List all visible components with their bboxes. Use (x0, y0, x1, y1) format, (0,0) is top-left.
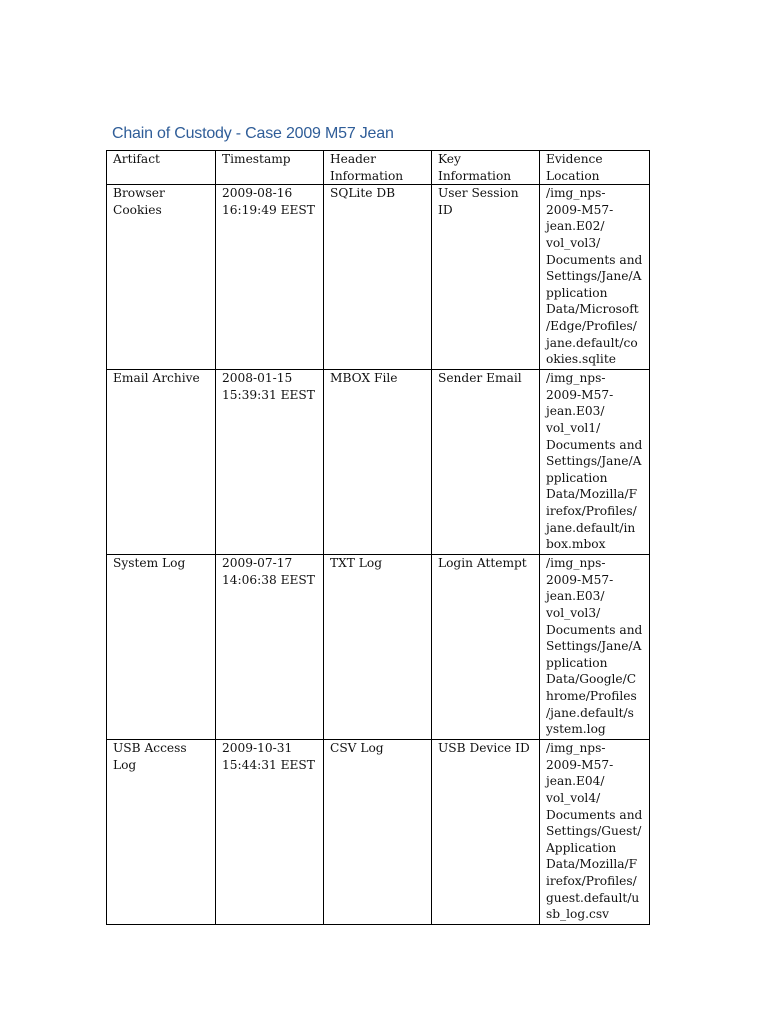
table-header-row (107, 151, 650, 185)
evidence-location-cell: /img_nps- 2009-M57- jean.E03/ vol_vol3/ Documents and Settings/Jane/A pplication Data/Google/C hrome/Profiles /jane.default/s ystem.log (540, 555, 650, 740)
evidence-location-cell: /img_nps- 2009-M57- jean.E02/ vol_vol3/ Documents and Settings/Jane/A pplication Data/Microsoft /Edge/Profiles/ jane.default/co okies.sqlite (540, 185, 650, 370)
timestamp-cell: 2009-10-31 15:44:31 EEST (216, 740, 324, 925)
artifact-cell: Browser Cookies (107, 185, 216, 370)
column-header-key-information: Key Information (432, 151, 540, 185)
column-header-timestamp: Timestamp (216, 151, 324, 185)
timestamp-cell: 2009-08-16 16:19:49 EEST (216, 185, 324, 370)
column-header-header-information: Header Information (324, 151, 432, 185)
artifact-cell: System Log (107, 555, 216, 740)
evidence-location-cell: /img_nps- 2009-M57- jean.E03/ vol_vol1/ Documents and Settings/Jane/A pplication Data/Mozilla/F irefox/Profiles/ jane.default/in box.mbox (540, 370, 650, 555)
column-header-artifact: Artifact (107, 151, 216, 185)
artifact-cell: USB Access Log (107, 740, 216, 925)
header-info-cell: CSV Log (324, 740, 432, 925)
table-row (107, 555, 650, 740)
header-info-cell: TXT Log (324, 555, 432, 740)
document-title: Chain of Custody - Case 2009 M57 Jean (112, 125, 394, 142)
key-info-cell: Sender Email (432, 370, 540, 555)
table-row (107, 370, 650, 555)
chain-of-custody-table (106, 150, 650, 925)
table-row (107, 740, 650, 925)
key-info-cell: USB Device ID (432, 740, 540, 925)
timestamp-cell: 2008-01-15 15:39:31 EEST (216, 370, 324, 555)
header-info-cell: SQLite DB (324, 185, 432, 370)
header-info-cell: MBOX File (324, 370, 432, 555)
key-info-cell: User Session ID (432, 185, 540, 370)
table-row (107, 185, 650, 370)
key-info-cell: Login Attempt (432, 555, 540, 740)
timestamp-cell: 2009-07-17 14:06:38 EEST (216, 555, 324, 740)
artifact-cell: Email Archive (107, 370, 216, 555)
evidence-location-cell: /img_nps- 2009-M57- jean.E04/ vol_vol4/ Documents and Settings/Guest/ Application Data/Mozilla/F irefox/Profiles/ guest.default/u sb_log.csv (540, 740, 650, 925)
column-header-evidence-location: Evidence Location (540, 151, 650, 185)
